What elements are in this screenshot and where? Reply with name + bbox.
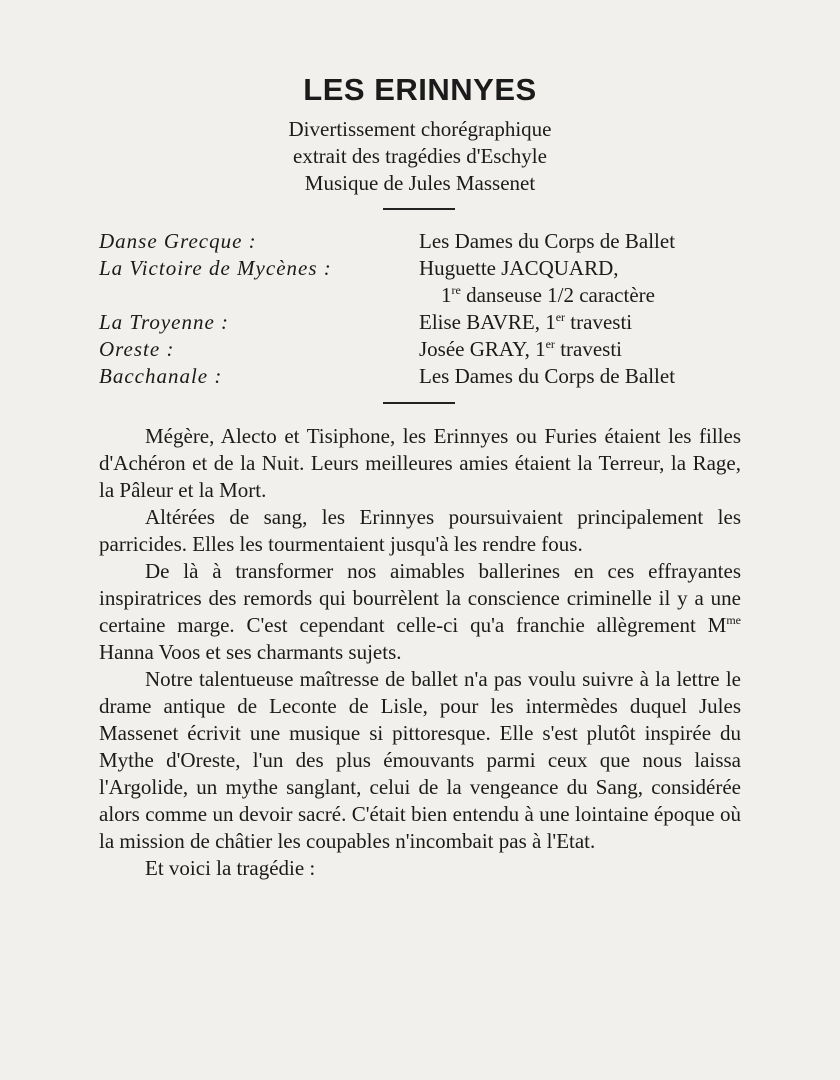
performer-detail-text: 1 (441, 283, 452, 307)
cast-row (99, 282, 741, 309)
paragraph-5: Et voici la tragédie : (145, 856, 316, 880)
performer-text: travesti (565, 310, 633, 334)
paragraph-3-text: De là à transformer nos aimables ballerines en ces effrayantes inspiratrices des remords qui bourrèlent la conscience criminelle il y a une certaine marge. C'est cependant celle-ci qu'a franchie allègrement M (99, 559, 741, 637)
performer-detail-text: danseuse 1/2 caractère (460, 283, 655, 307)
title-superscript: me (726, 613, 741, 627)
role-name: Danse Grecque : (99, 229, 257, 253)
divider-bottom (383, 402, 455, 404)
paragraph-4: Notre talentueuse maîtresse de ballet n'a pas voulu suivre à la lettre le drame antique de Leconte de Lisle, pour les intermèdes duquel Jules Massenet écrivit une musique si pittoresque. Elle s'est plutôt inspirée du Mythe d'Oreste, l'un des plus émouvants parmi ceux que nous laissa l'Argolide, un mythe sanglant, celui de la vengeance du Sang, considérée alors comme un devoir sacré. C'était bien entendu à une lointaine époque où la mission de châtier les coupables n'incombait pas à l'Etat. (99, 667, 741, 853)
paragraph-3 (99, 558, 741, 666)
ordinal-superscript: re (451, 283, 461, 297)
performer-name (419, 336, 622, 363)
paragraph-2: Altérées de sang, les Erinnyes poursuivaient principalement les parricides. Elles les tourmentaient jusqu'à les rendre fous. (99, 505, 741, 556)
body-text (99, 423, 741, 882)
role-name: Bacchanale : (99, 364, 223, 388)
role-name: La Victoire de Mycènes : (99, 256, 332, 280)
cast-row (99, 363, 741, 390)
ordinal-superscript: er (545, 337, 555, 351)
performer-text: Elise BAVRE, 1 (419, 310, 556, 334)
divider-top (383, 208, 455, 210)
cast-row (99, 336, 741, 363)
performer-text: travesti (554, 337, 622, 361)
paragraph-3-text-end: Hanna Voos et ses charmants sujets. (99, 640, 402, 664)
subtitle-line-2: extrait des tragédies d'Eschyle (293, 144, 547, 168)
cast-list (99, 228, 741, 390)
performer-name: Les Dames du Corps de Ballet (419, 229, 676, 253)
performer-name: Huguette JACQUARD, (419, 256, 619, 280)
performer-detail (441, 282, 655, 309)
page-title: LES ERINNYES (303, 72, 537, 107)
performer-text: Josée GRAY, 1 (419, 337, 546, 361)
performer-name (419, 309, 632, 336)
cast-row (99, 228, 741, 255)
subtitle-line-1: Divertissement chorégraphique (288, 117, 552, 141)
cast-row (99, 309, 741, 336)
paragraph-1: Mégère, Alecto et Tisiphone, les Erinnyes ou Furies étaient les filles d'Achéron et de la Nuit. Leurs meilleures amies étaient la Terreur, la Rage, la Pâleur et la Mort. (99, 424, 741, 502)
subtitle-line-3: Musique de Jules Massenet (304, 171, 536, 195)
cast-row (99, 255, 741, 282)
role-name: Oreste : (99, 337, 175, 361)
ordinal-superscript: er (555, 310, 566, 324)
role-name: La Troyenne : (99, 310, 230, 334)
performer-name: Les Dames du Corps de Ballet (419, 364, 676, 388)
